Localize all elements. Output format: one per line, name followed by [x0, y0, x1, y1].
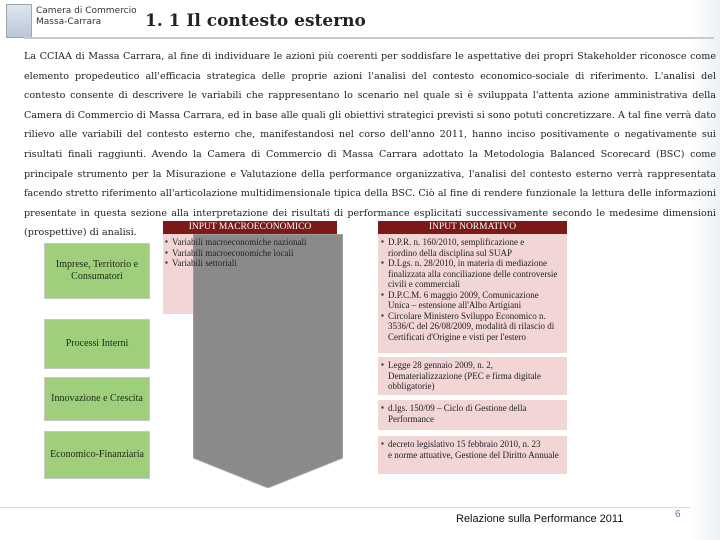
norm-item: ▪ D.P.R. n. 160/2010, semplificazione e riordino della disciplina sul SUAP	[381, 237, 565, 258]
footer-report-title: Relazione sulla Performance 2011	[456, 513, 624, 525]
title-divider	[24, 37, 714, 39]
down-arrow-icon	[193, 234, 343, 488]
perspective-innovation-growth: Innovazione e Crescita	[44, 377, 150, 421]
perspective-customers: Imprese, Territorio e Consumatori	[44, 243, 150, 299]
macro-item: ▪ Variabili macroeconomiche nazionali	[165, 237, 335, 248]
normative-input-header: INPUT NORMATIVO	[378, 221, 567, 234]
normative-box-1	[378, 234, 567, 353]
norm-item: ▪ D.Lgs. n. 28/2010, in materia di mediazione finalizzata alla conciliazione delle controversie civili e commerciali	[381, 258, 565, 290]
perspective-economic-financial: Economico-Finanziaria	[44, 431, 150, 479]
macro-item: ▪ Variabili settoriali	[165, 258, 335, 269]
norm-item: ▪ Legge 28 gennaio 2009, n. 2, Dematerializzazione (PEC e firma digitale obbligatorie)	[381, 360, 565, 392]
perspective-internal-processes: Processi Interni	[44, 319, 150, 369]
normative-box-3	[378, 400, 567, 430]
normative-box-4	[378, 436, 567, 474]
logo-text-line1: Camera di Commercio	[36, 6, 137, 16]
macro-input-list	[165, 237, 335, 269]
norm-item: ▪ Circolare Ministero Sviluppo Economico n. 3536/C del 26/08/2009, modalità di rilascio di Certificati d'Origine e visti per l'estero	[381, 311, 565, 343]
macro-item: ▪ Variabili macroeconomiche locali	[165, 248, 335, 259]
page-number: 6	[675, 509, 681, 520]
norm-item: ▪ d.lgs. 150/09 – Ciclo di Gestione della Performance	[381, 403, 565, 424]
page-title: 1. 1 Il contesto esterno	[145, 11, 366, 31]
logo-text-line2: Massa-Carrara	[36, 17, 102, 27]
norm-item: ▪ D.P.C.M. 6 maggio 2009, Comunicazione Unica – estensione all'Albo Artigiani	[381, 290, 565, 311]
logo-crest-icon	[6, 4, 32, 38]
normative-box-2	[378, 357, 567, 395]
footer-divider	[0, 507, 690, 508]
chamber-logo	[6, 4, 137, 38]
macro-input-header: INPUT MACROECONOMICO	[163, 221, 337, 234]
norm-item: ▪ decreto legislativo 15 febbraio 2010, n. 23 e norme attuative, Gestione del Diritto Annuale	[381, 439, 565, 460]
intro-paragraph: La CCIAA di Massa Carrara, al fine di individuare le azioni più coerenti per soddisfare le aspettative dei propri Stakeholder riconosce come elemento propedeutico all'efficacia strategica delle proprie azioni l'analisi del contesto economico-sociale di riferimento. L'analisi del contesto consente di descrivere le variabili che rappresentano lo scenario nel quale si è sviluppata l'attenta azione amministrativa della Camera di Commercio di Massa Carrara, ed in base alle quali gli obiettivi strategici previsti si sono potuti concretizzare. A tal fine verrà dato rilievo alle variabili del contesto esterno che, manifestandosi nel corso dell'anno 2011, hanno inciso positivamente o negativamente sui risultati finali raggiunti. Avendo la Camera di Commercio di Massa Carrara adottato la Metodologia Balanced Scorecard (BSC) come principale strumento per la Misurazione e Valutazione della performance organizzativa, l'analisi del contesto esterno verrà rappresentata facendo stretto riferimento all'articolazione multidimensionale tipica della BSC. Ciò al fine di rendere funzionale la lettura delle informazioni presentate in questa sezione alla interpretazione dei risultati di performance esplicitati successivamente secondo le medesime dimensioni (prospettive) di analisi.	[24, 51, 716, 239]
